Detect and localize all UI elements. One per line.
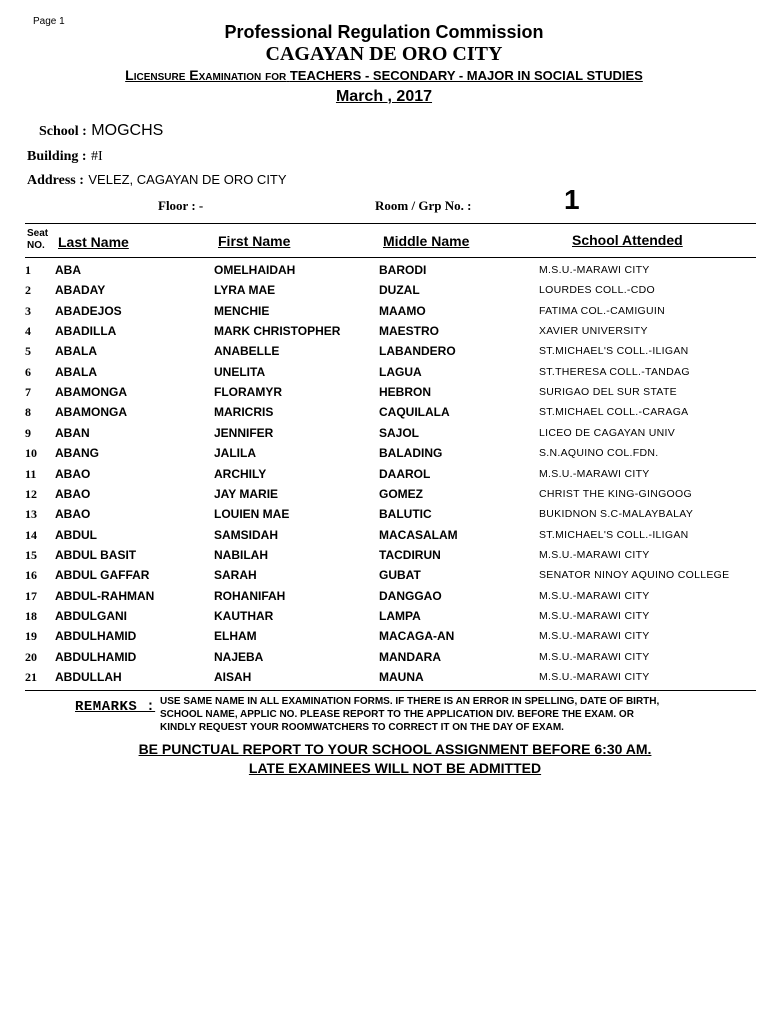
table-row	[0, 405, 768, 425]
school-attended: M.S.U.-MARAWI CITY	[539, 264, 650, 276]
school-attended: S.N.AQUINO COL.FDN.	[539, 447, 659, 460]
first-name: JAY MARIE	[214, 486, 279, 501]
remarks-text	[160, 695, 700, 734]
building-value: #I	[90, 149, 103, 164]
middle-name: SAJOL	[379, 425, 420, 440]
school-attended: M.S.U.-MARAWI CITY	[539, 609, 650, 622]
first-name: MARICRIS	[214, 405, 274, 420]
first-name: ARCHILY	[214, 466, 267, 481]
exam-date: March , 2017	[335, 88, 433, 105]
header-divider	[25, 223, 756, 224]
table-row	[0, 467, 768, 487]
first-name: ANABELLE	[214, 344, 280, 359]
last-name: ABDUL GAFFAR	[55, 568, 150, 583]
middle-name: BALADING	[379, 446, 443, 461]
school-value: MOGCHS	[91, 122, 164, 139]
seat-number: 10	[25, 446, 37, 461]
school-attended: LOURDES COLL.-CDO	[539, 284, 655, 297]
middle-name: MAUNA	[379, 670, 424, 684]
first-name: LOUIEN MAE	[214, 507, 290, 522]
table-row	[0, 426, 768, 446]
address-value: VELEZ, CAGAYAN DE ORO CITY	[88, 172, 287, 187]
last-name: ABALA	[55, 364, 97, 379]
last-name: ABAMONGA	[55, 385, 127, 400]
table-row	[0, 487, 768, 507]
address-label: Address :	[27, 173, 84, 188]
last-name: ABA	[55, 263, 81, 277]
last-name: ABAO	[55, 507, 91, 522]
school-attended: SENATOR NINOY AQUINO COLLEGE	[539, 569, 730, 582]
remarks-line: USE SAME NAME IN ALL EXAMINATION FORMS. IF THERE IS AN ERROR IN SPELLING, DATE OF BIRTH,	[160, 696, 660, 707]
first-name: MENCHIE	[214, 303, 270, 318]
late-notice: LATE EXAMINEES WILL NOT BE ADMITTED	[248, 760, 542, 776]
first-name: AISAH	[214, 670, 252, 684]
table-row	[0, 589, 768, 609]
building-label: Building :	[27, 149, 87, 164]
seat-number: 8	[25, 405, 31, 420]
last-name: ABADAY	[55, 283, 106, 298]
table-row	[0, 446, 768, 466]
seat-number: 12	[25, 486, 37, 501]
seat-number: 19	[25, 629, 37, 644]
table-row	[0, 385, 768, 405]
seat-number: 7	[25, 385, 31, 400]
middle-name: GUBAT	[379, 568, 421, 583]
school-attended: ST.MICHAEL'S COLL.-ILIGAN	[539, 345, 689, 358]
middle-name: BALUTIC	[379, 507, 432, 522]
table-bottom-divider	[25, 690, 756, 691]
middle-name: HEBRON	[379, 385, 432, 400]
last-name: ABALA	[55, 344, 97, 359]
middle-name: LABANDERO	[379, 344, 456, 359]
seat-number: 17	[25, 588, 37, 603]
last-name-header: Last Name	[58, 234, 129, 250]
table-row	[0, 650, 768, 670]
seat-number: 5	[25, 344, 31, 359]
last-name: ABADEJOS	[55, 303, 122, 318]
middle-name: DANGGAO	[379, 588, 442, 603]
table-row	[0, 609, 768, 629]
first-name: JENNIFER	[214, 425, 274, 440]
first-name: ELHAM	[214, 629, 257, 644]
table-row	[0, 629, 768, 649]
last-name: ABAO	[55, 466, 91, 481]
first-name-header: First Name	[218, 233, 291, 249]
seat-column-header	[27, 228, 48, 252]
first-name: MARK CHRISTOPHER	[214, 324, 341, 339]
last-name: ABAO	[55, 486, 91, 501]
middle-name: BARODI	[379, 263, 427, 277]
last-name: ABAN	[55, 425, 90, 440]
school-attended: LICEO DE CAGAYAN UNIV	[539, 426, 676, 439]
middle-name: MANDARA	[379, 649, 441, 664]
middle-name-header: Middle Name	[383, 233, 470, 249]
punctual-notice: BE PUNCTUAL REPORT TO YOUR SCHOOL ASSIGNMENT BEFORE 6:30 AM.	[138, 741, 652, 757]
last-name: ABDUL-RAHMAN	[55, 588, 155, 603]
school-label: School :	[39, 124, 87, 139]
seat-number: 6	[25, 364, 31, 379]
school-field	[39, 122, 163, 140]
first-name: FLORAMYR	[214, 385, 282, 400]
seat-number: 2	[25, 283, 31, 298]
seat-number: 3	[25, 303, 31, 318]
school-attended-header: School Attended	[572, 232, 683, 248]
table-row	[0, 548, 768, 568]
last-name: ABDULLAH	[55, 670, 122, 684]
table-row	[0, 304, 768, 324]
school-attended: ST.THERESA COLL.-TANDAG	[539, 365, 690, 378]
seat-number: 16	[25, 568, 37, 583]
seat-number: 20	[25, 649, 37, 664]
room-number: 1	[564, 184, 580, 215]
seat-number: 4	[25, 324, 31, 339]
first-name: NABILAH	[214, 547, 268, 562]
last-name: ABDUL	[55, 527, 97, 542]
middle-name: TACDIRUN	[379, 547, 441, 562]
school-attended: M.S.U.-MARAWI CITY	[539, 467, 650, 480]
exam-prefix: Licensure Examination for	[125, 67, 287, 83]
seat-header-line2: NO.	[27, 240, 45, 251]
address-field	[27, 171, 287, 189]
school-attended: M.S.U.-MARAWI CITY	[539, 589, 650, 602]
table-header-divider	[25, 257, 756, 258]
school-attended: XAVIER UNIVERSITY	[539, 325, 648, 338]
middle-name: DUZAL	[379, 283, 420, 298]
table-row	[0, 324, 768, 344]
table-row	[0, 283, 768, 303]
seat-number: 14	[25, 527, 37, 542]
building-field	[27, 147, 103, 165]
middle-name: LAMPA	[379, 608, 421, 623]
last-name: ABDUL BASIT	[55, 547, 137, 562]
first-name: NAJEBA	[214, 649, 264, 664]
last-name: ABDULHAMID	[55, 649, 137, 664]
exam-title	[0, 67, 768, 83]
last-name: ABDULGANI	[55, 608, 127, 623]
first-name: SAMSIDAH	[214, 527, 279, 542]
organization-title: Professional Regulation Commission	[224, 22, 544, 42]
first-name: KAUTHAR	[214, 608, 274, 623]
school-attended: M.S.U.-MARAWI CITY	[539, 630, 650, 643]
middle-name: MACAGA-AN	[379, 629, 455, 644]
table-row	[0, 365, 768, 385]
seat-number: 15	[25, 547, 37, 562]
seat-number: 9	[25, 425, 31, 440]
school-attended: SURIGAO DEL SUR STATE	[539, 386, 677, 399]
page-number: Page 1	[33, 16, 65, 27]
first-name: LYRA MAE	[214, 283, 276, 298]
school-attended: M.S.U.-MARAWI CITY	[539, 671, 650, 683]
table-row	[0, 263, 768, 283]
middle-name: CAQUILALA	[379, 405, 450, 420]
table-row	[0, 344, 768, 364]
first-name: OMELHAIDAH	[214, 263, 296, 277]
room-label: Room / Grp No. :	[375, 198, 472, 213]
school-attended: ST.MICHAEL COLL.-CARAGA	[539, 406, 689, 419]
middle-name: MACASALAM	[379, 527, 458, 542]
remarks-line: SCHOOL NAME, APPLIC NO. PLEASE REPORT TO THE APPLICATION DIV. BEFORE THE EXAM. OR	[160, 709, 634, 720]
table-row	[0, 568, 768, 588]
middle-name: DAAROL	[379, 466, 431, 481]
table-row	[0, 670, 768, 690]
last-name: ABANG	[55, 446, 99, 461]
seat-number: 21	[25, 670, 37, 684]
first-name: ROHANIFAH	[214, 588, 286, 603]
last-name: ABAMONGA	[55, 405, 127, 420]
school-attended: M.S.U.-MARAWI CITY	[539, 650, 650, 663]
middle-name: GOMEZ	[379, 486, 423, 501]
first-name: UNELITA	[214, 364, 266, 379]
seat-number: 11	[25, 466, 37, 481]
seat-number: 1	[25, 263, 31, 277]
school-attended: BUKIDNON S.C-MALAYBALAY	[539, 508, 694, 521]
city-title: CAGAYAN DE ORO CITY	[265, 43, 503, 65]
floor-field: Floor : -	[158, 198, 204, 213]
middle-name: MAAMO	[379, 303, 426, 318]
last-name: ABDULHAMID	[55, 629, 137, 644]
seat-header-line1: Seat	[27, 228, 49, 239]
table-row	[0, 528, 768, 548]
school-attended: M.S.U.-MARAWI CITY	[539, 548, 650, 561]
school-attended: FATIMA COL.-CAMIGUIN	[539, 304, 665, 317]
middle-name: MAESTRO	[379, 324, 439, 339]
last-name: ABADILLA	[55, 324, 117, 339]
school-attended: CHRIST THE KING-GINGOOG	[539, 487, 692, 500]
school-attended: ST.MICHAEL'S COLL.-ILIGAN	[539, 528, 689, 541]
remarks-line: KINDLY REQUEST YOUR ROOMWATCHERS TO CORRECT IT ON THE DAY OF EXAM.	[160, 722, 564, 733]
first-name: SARAH	[214, 568, 257, 583]
middle-name: LAGUA	[379, 364, 422, 379]
first-name: JALILA	[214, 446, 256, 461]
exam-name: TEACHERS - SECONDARY - MAJOR IN SOCIAL STUDIES	[289, 68, 643, 83]
remarks-label: REMARKS :	[75, 699, 156, 715]
seat-number: 13	[25, 507, 37, 522]
seat-number: 18	[25, 608, 37, 623]
table-row	[0, 507, 768, 527]
